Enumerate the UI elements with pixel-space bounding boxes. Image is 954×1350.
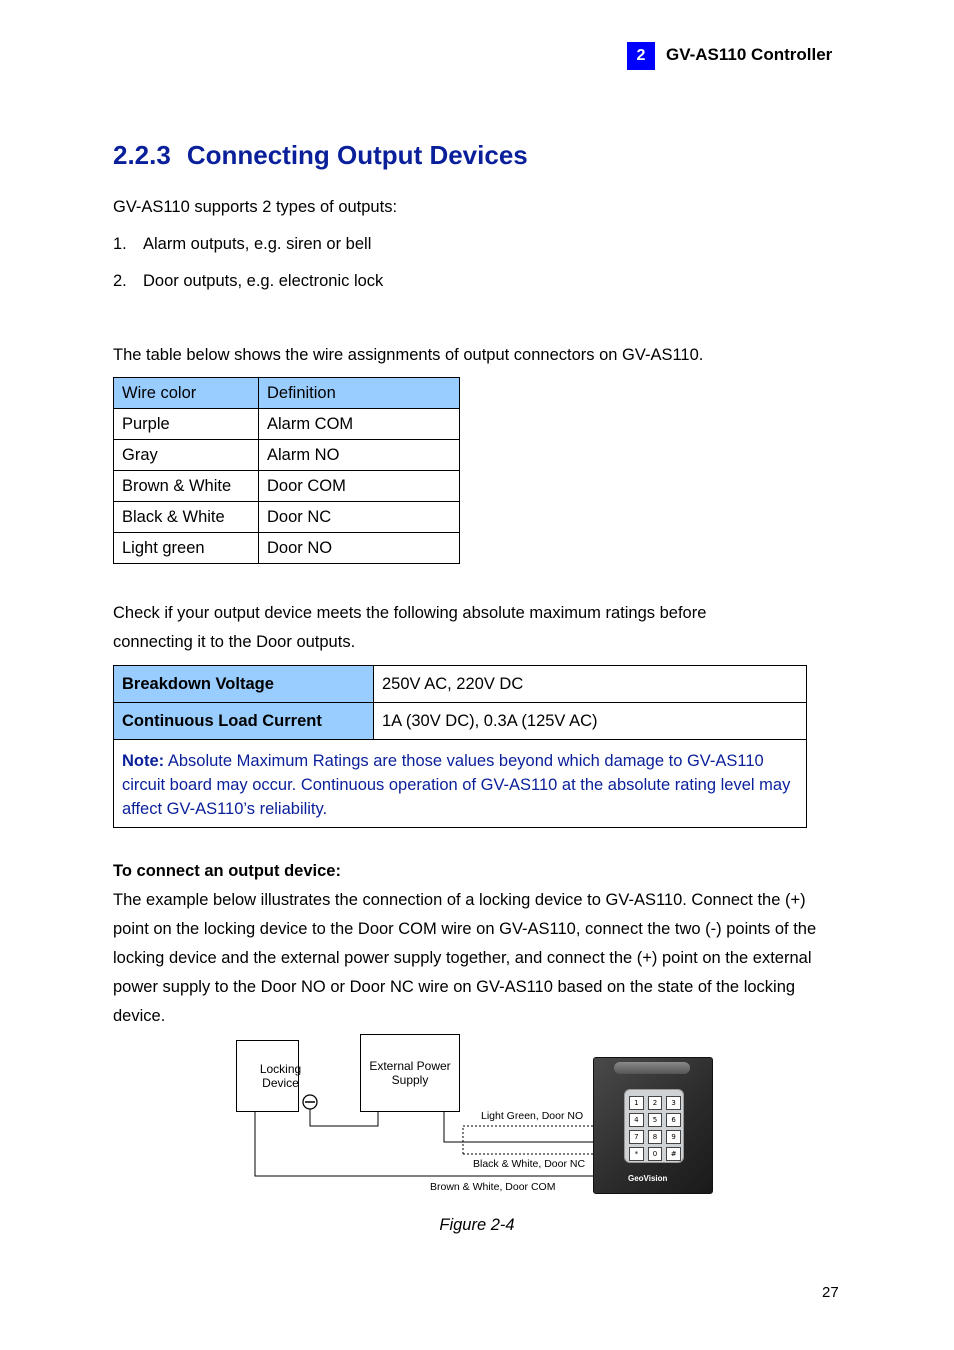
table-row: [114, 440, 460, 471]
wire-label-door-no: Light Green, Door NO: [481, 1110, 584, 1122]
page-number: 27: [822, 1284, 839, 1301]
keypad-grid: [629, 1096, 681, 1161]
table-cell: Alarm NO: [259, 440, 460, 471]
table-cell: Purple: [114, 409, 259, 440]
keypad-key: 4: [629, 1113, 644, 1127]
table-row: [114, 471, 460, 502]
table-cell: Light green: [114, 533, 259, 564]
list-item-text: Door outputs, e.g. electronic lock: [143, 272, 384, 290]
section-title: [113, 140, 528, 171]
note-cell: [114, 740, 807, 828]
locking-device-label: [238, 1062, 323, 1090]
list-item: [113, 272, 383, 291]
keypad-key: #: [666, 1147, 681, 1161]
table-header-row: [114, 378, 460, 409]
intro-paragraph: GV-AS110 supports 2 types of outputs:: [113, 198, 398, 216]
list-item-number: 1.: [113, 235, 127, 253]
keypad-key: 5: [648, 1113, 663, 1127]
table-cell: Door NO: [259, 533, 460, 564]
rating-value: 250V AC, 220V DC: [374, 666, 807, 703]
wire-label-door-nc: Black & White, Door NC: [473, 1158, 586, 1170]
keypad-panel: [624, 1089, 684, 1163]
table-header-cell: Definition: [259, 378, 460, 409]
gv-as110-device: [593, 1057, 713, 1194]
table-cell: Brown & White: [114, 471, 259, 502]
keypad-key: 9: [666, 1130, 681, 1144]
led-bar: [614, 1062, 690, 1074]
list-item-text: Alarm outputs, e.g. siren or bell: [143, 235, 372, 253]
brand-logo: GeoVision: [628, 1174, 668, 1183]
keypad-key: 0: [648, 1147, 663, 1161]
table-cell: Door COM: [259, 471, 460, 502]
chapter-number-badge: 2: [627, 42, 655, 70]
ratings-intro-line: connecting it to the Door outputs.: [113, 633, 356, 651]
rating-value: 1A (30V DC), 0.3A (125V AC): [374, 703, 807, 740]
table-cell: Alarm COM: [259, 409, 460, 440]
note-row: [114, 740, 807, 828]
keypad-key: 1: [629, 1096, 644, 1110]
table-cell: Gray: [114, 440, 259, 471]
list-item: [113, 235, 371, 254]
table-row: [114, 666, 807, 703]
figure-caption: Figure 2-4: [439, 1216, 515, 1234]
power-supply-label: [362, 1059, 458, 1087]
label-line: External Power: [369, 1059, 451, 1073]
keypad-key: 2: [648, 1096, 663, 1110]
keypad-key: 7: [629, 1130, 644, 1144]
section-title-text: Connecting Output Devices: [186, 140, 528, 170]
note-label: Note:: [122, 752, 165, 770]
table-cell: Door NC: [259, 502, 460, 533]
keypad-key: *: [629, 1147, 644, 1161]
connect-paragraph: The example below illustrates the connection of a locking device to GV-AS110. Connect the (+) point on the locking device to the Door COM wire on GV-AS110, connect the two (-) points of the locking device and the external power supply together, and connect the (+) point on the external power supply to the Door NO or Door NC wire on GV-AS110 based on the state of the locking device.: [113, 891, 817, 1025]
ratings-intro-line: Check if your output device meets the following absolute maximum ratings before: [113, 604, 707, 622]
keypad-key: 6: [666, 1113, 681, 1127]
keypad-key: 3: [666, 1096, 681, 1110]
rating-label: Breakdown Voltage: [114, 666, 374, 703]
wire-assignment-table: [113, 377, 460, 564]
table-row: [114, 703, 807, 740]
keypad-key: 8: [648, 1130, 663, 1144]
list-item-number: 2.: [113, 272, 127, 290]
connect-heading: To connect an output device:: [113, 862, 341, 880]
table-row: [114, 533, 460, 564]
label-line: Device: [262, 1076, 299, 1090]
wire-label-door-com: Brown & White, Door COM: [430, 1181, 556, 1193]
wire-door-no: [463, 1126, 593, 1154]
table-header-cell: Wire color: [114, 378, 259, 409]
wire-table-intro: The table below shows the wire assignments of output connectors on GV-AS110.: [113, 346, 704, 364]
table-row: [114, 409, 460, 440]
label-line: Supply: [391, 1073, 429, 1087]
rating-label: Continuous Load Current: [114, 703, 374, 740]
label-line: Locking: [259, 1062, 302, 1076]
chapter-title: GV-AS110 Controller: [666, 45, 833, 64]
note-text: Absolute Maximum Ratings are those values beyond which damage to GV-AS110 circuit board may occur. Continuous operation of GV-AS110 at the absolute rating level may affect GV-AS110’s reliability.: [122, 752, 791, 818]
minus-terminal-icon: [303, 1095, 317, 1109]
table-row: [114, 502, 460, 533]
max-ratings-table: [113, 665, 807, 828]
section-number: 2.2.3: [113, 140, 171, 170]
table-cell: Black & White: [114, 502, 259, 533]
